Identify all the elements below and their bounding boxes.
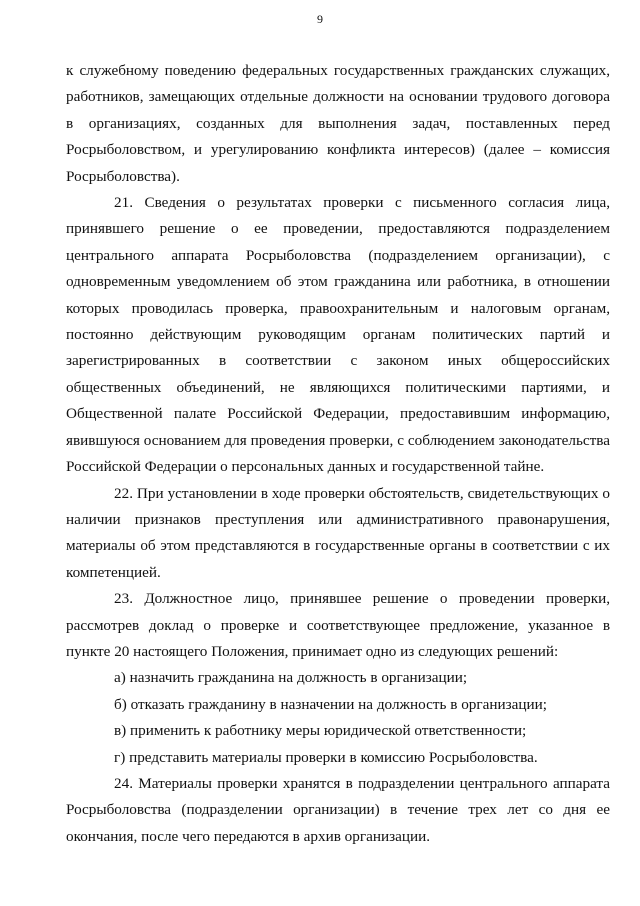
paragraph-22: 22. При установлении в ходе проверки обстоятельств, свидетельствующих о наличии признаков преступления или административного правонарушения, материалы об этом представляются в государственные органы в соответствии с их компетенцией. bbox=[66, 484, 610, 581]
paragraph-23: 23. Должностное лицо, принявшее решение о проведении проверки, рассмотрев доклад о проверке и соответствующее предложение, указанное в пункте 20 настоящего Положения, принимает одно из следующих решений: bbox=[66, 590, 610, 660]
paragraph-24: 24. Материалы проверки хранятся в подразделении центрального аппарата Росрыболовства (подразделении организации) в течение трех лет со дня ее окончания, после чего передаются в архив организации. bbox=[66, 774, 610, 845]
decision-item-v: в) применить к работнику меры юридической ответственности; bbox=[114, 722, 527, 740]
decision-item-b: б) отказать гражданину в назначении на должность в организации; bbox=[114, 695, 547, 713]
decision-item-a: а) назначить гражданина на должность в организации; bbox=[114, 669, 468, 687]
decision-item-g: г) представить материалы проверки в комиссию Росрыболовства. bbox=[114, 748, 538, 766]
paragraph-21: 21. Сведения о результатах проверки с письменного согласия лица, принявшего решение о ее проведении, предоставляются подразделением центрального аппарата Росрыболовства (подразделением организации), с одновременным уведомлением об этом гражданина или работника, в отношении которых проводилась проверка, правоохранительным и налоговым органам, постоянно действующим руководящим органам политических партий и зарегистрированных в соответствии с законом иных общероссийских общественных объединений, не являющихся политическими партиями, и Общественной палате Российской Федерации, предоставившим информацию, явившуюся основанием для проведения проверки, с соблюдением законодательства Российской Федерации о персональных данных и государственной тайне. bbox=[66, 194, 610, 476]
document-body bbox=[66, 58, 610, 850]
page-number: 9 bbox=[317, 12, 323, 26]
paragraph-continuation: к служебному поведению федеральных государственных гражданских служащих, работников, замещающих отдельные должности на основании трудового договора в организациях, созданных для выполнения задач, поставленных перед Росрыболовством, и урегулированию конфликта интересов) (далее – комиссия Росрыболовства). bbox=[66, 62, 610, 185]
